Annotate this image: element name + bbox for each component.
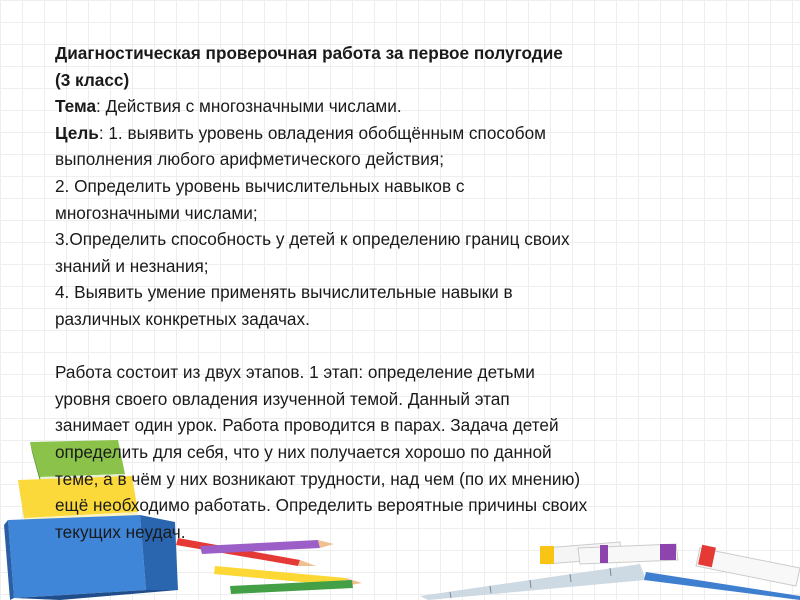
goal-line: 2. Определить уровень вычислительных навыков с [55, 175, 465, 196]
paragraph-gap [55, 333, 755, 360]
paragraph-line: уровня своего овладения изученной темой. Данный этап [55, 388, 510, 409]
goal-line: 3.Определить способность у детей к определению границ своих [55, 229, 570, 250]
paragraph-line: Работа состоит из двух этапов. 1 этап: определение детьми [55, 362, 535, 383]
topic-text: : Действия с многозначными числами. [96, 96, 402, 117]
goal-line: выполнения любого арифметического действия; [55, 149, 444, 170]
goal-label: Цель [55, 122, 99, 143]
paragraph-line: текущих неудач. [55, 521, 186, 542]
goal-line: 4. Выявить умение применять вычислительные навыки в [55, 282, 513, 303]
goal-line [55, 120, 755, 147]
white-marker-red-cap [696, 545, 800, 586]
heading-line: Диагностическая проверочная работа за первое полугодие [55, 43, 563, 63]
paragraph-line: определить для себя, что у них получается хорошо по данной [55, 441, 552, 462]
topic-line [55, 93, 755, 120]
slide-text [55, 40, 755, 545]
goal-line: многозначными числами; [55, 202, 258, 223]
paragraph-line: занимает один урок. Работа проводится в парах. Задача детей [55, 415, 559, 436]
topic-label: Тема [55, 96, 97, 117]
goal-text: : 1. выявить уровень овладения обобщённым способом [98, 122, 546, 143]
white-marker-purple-cap [578, 544, 678, 564]
goal-line: знаний и незнания; [55, 255, 209, 276]
goal-line: различных конкретных задачах. [55, 308, 310, 329]
grade-line: (3 класс) [55, 69, 130, 90]
paragraph-line: ещё необходимо работать. Определить вероятные причины своих [55, 495, 588, 516]
paragraph-line: теме, а в чём у них возникают трудности, над чем (по их мнению) [55, 468, 581, 489]
green-pencil [230, 580, 353, 594]
ruler [420, 564, 646, 600]
